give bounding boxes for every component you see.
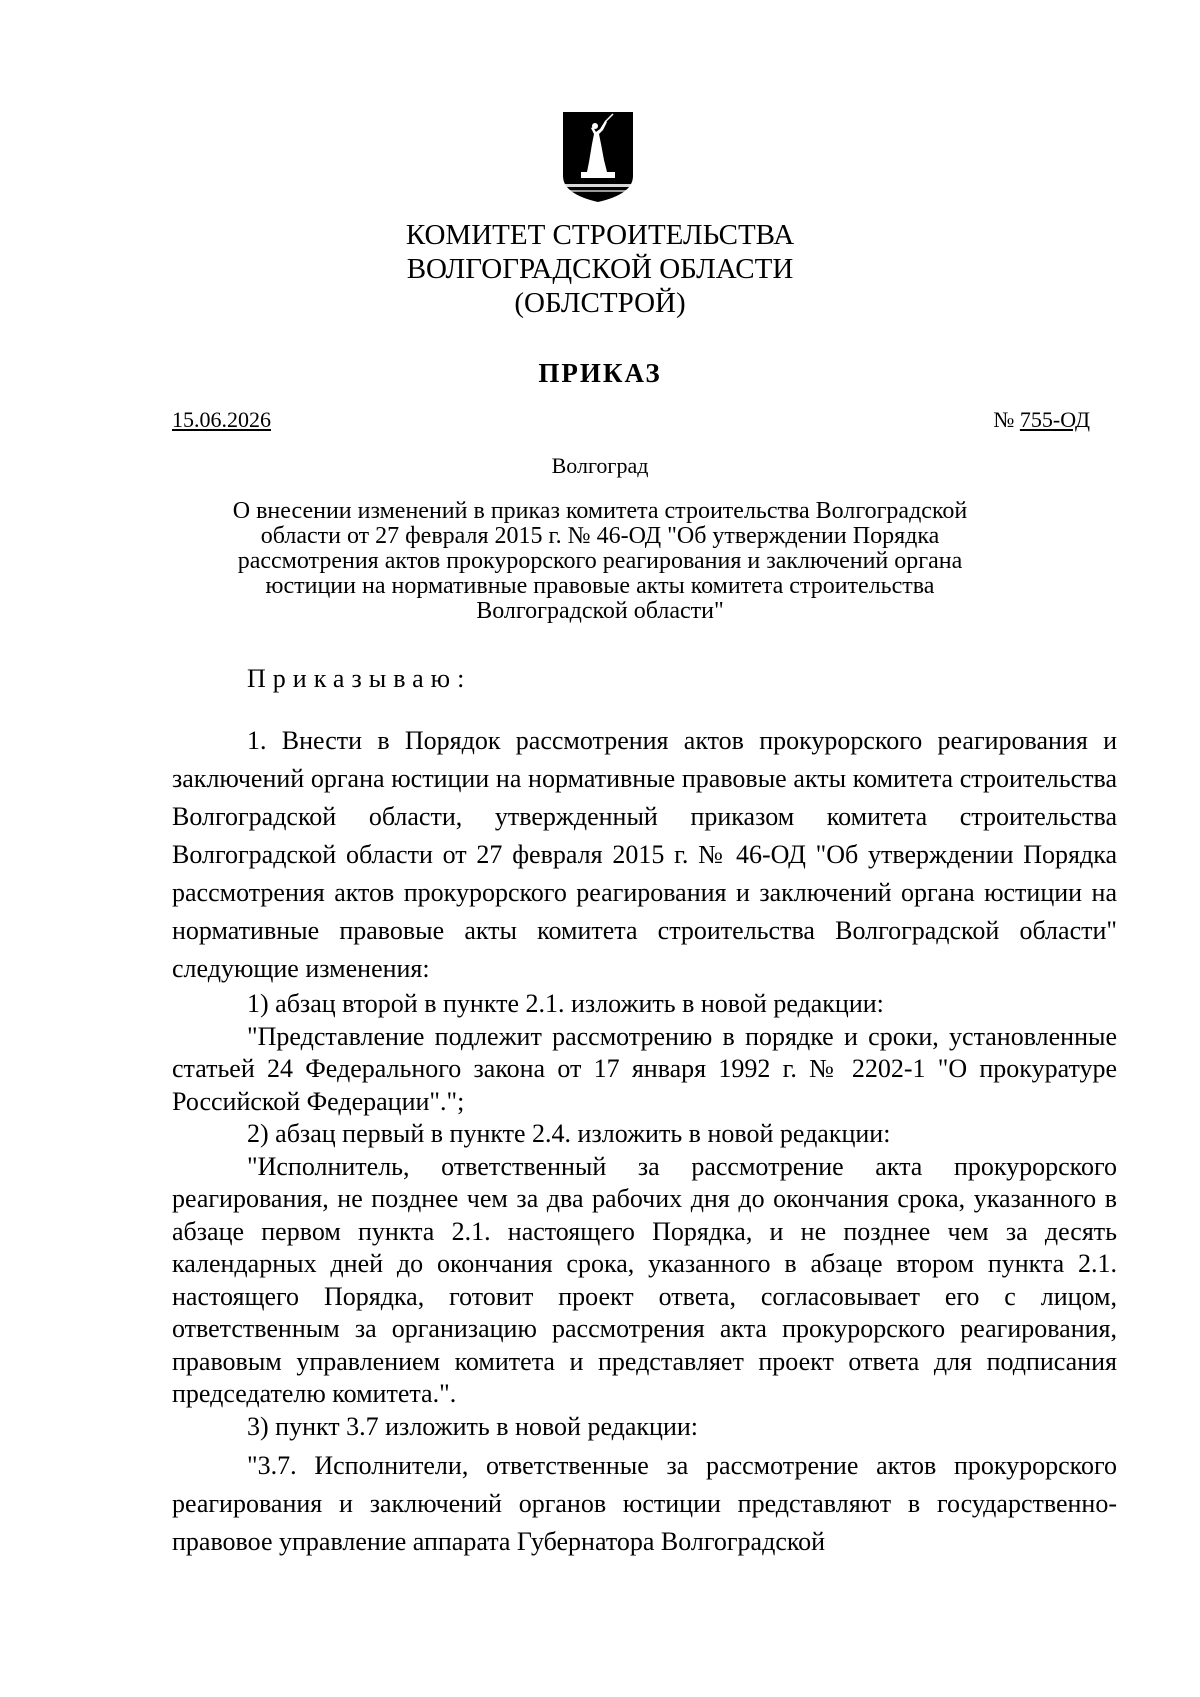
subject-line: рассмотрения актов прокурорского реагирования и заключений органа: [237, 548, 963, 574]
body-paragraph: "Исполнитель, ответственный за рассмотрение акта прокурорского реагирования, не позднее чем за два рабочих дня до окончания срока, указанного в абзаце первом пункта 2.1. настоящего Порядка, и не позднее чем за десять календарных дней до окончания срока, указанного в абзаце втором пункта 2.1. настоящего Порядка, готовит проект ответа, согласовывает его с лицом, ответственным за организацию рассмотрения акта прокурорского реагирования, правовым управлением комитета и представляет проект ответа для подписания председателю комитета.".: [172, 1151, 1117, 1408]
org-line-3: (ОБЛСТРОЙ): [514, 287, 686, 319]
body-paragraph: 3) пункт 3.7 изложить в новой редакции:: [247, 1411, 699, 1441]
subject-line: юстиции на нормативные правовые акты комитета строительства: [265, 573, 935, 599]
number-sign: №: [993, 407, 1020, 432]
document-number: [993, 407, 1090, 433]
number-value: 755-ОД: [1019, 407, 1090, 432]
order-word: Приказываю:: [247, 664, 472, 693]
document-subject: [170, 499, 1030, 624]
subject-line: Волгоградской области": [476, 598, 724, 624]
subject-line: О внесении изменений в приказ комитета строительства Волгоградской: [232, 498, 968, 524]
body-paragraph: "Представление подлежит рассмотрению в порядке и сроки, установленные статьей 24 Федерального закона от 17 января 1992 г. № 2202-1 "О прокуратуре Российской Федерации".";: [172, 1021, 1117, 1116]
org-line-1: КОМИТЕТ СТРОИТЕЛЬСТВА: [405, 219, 795, 251]
document-body: [172, 722, 1117, 1561]
body-paragraph: 2) абзац первый в пункте 2.4. изложить в новой редакции:: [247, 1119, 891, 1148]
org-line-2: ВОЛГОГРАДСКОЙ ОБЛАСТИ: [406, 253, 794, 285]
body-paragraph: "3.7. Исполнители, ответственные за рассмотрение актов прокурорского реагирования и заключений органов юстиции представляют в государственно-правовое управление аппарата Губернатора Волгоградской: [172, 1451, 1117, 1556]
body-paragraph: 1. Внести в Порядок рассмотрения актов прокурорского реагирования и заключений органа юстиции на нормативные правовые акты комитета строительства Волгоградской области, утвержденный приказом комитета строительства Волгоградской области от 27 февраля 2015 г. № 46-ОД "Об утверждении Порядка рассмотрения актов прокурорского реагирования и заключений органа юстиции на нормативные правовые акты комитета строительства Волгоградской области" следующие изменения:: [172, 726, 1117, 983]
document-date: 15.06.2026: [172, 407, 271, 432]
body-paragraph: 1) абзац второй в пункте 2.1. изложить в новой редакции:: [247, 989, 884, 1018]
subject-line: области от 27 февраля 2015 г. № 46-ОД "Об утверждении Порядка: [260, 523, 940, 549]
document-city: Волгоград: [551, 453, 649, 478]
document-type-title: ПРИКАЗ: [538, 358, 662, 388]
organization-name: [0, 218, 1200, 320]
coat-of-arms-emblem: [561, 110, 635, 204]
